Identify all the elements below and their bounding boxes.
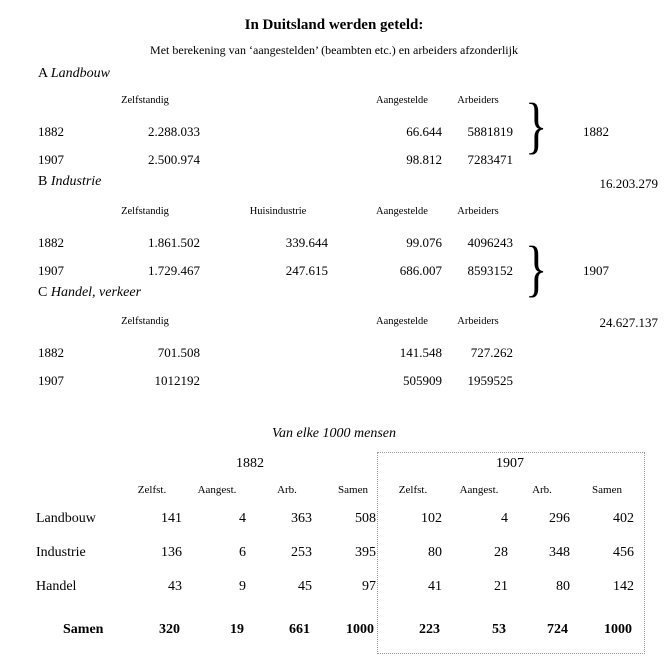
cell-b-1907-huisindustrie: 247.615 (285, 263, 328, 278)
row-label-landbouw: Landbouw (36, 511, 96, 526)
colhead-1907-zelfst: Zelfst. (398, 484, 428, 496)
colhead-b-zelfstandig: Zelfstandig (121, 206, 169, 217)
cell-landbouw-1882-samen: 508 (355, 511, 376, 526)
row-year-b-1907: 1907 (38, 263, 64, 278)
cell-handel-1882-samen: 97 (362, 579, 376, 594)
section-name-c: Handel, verkeer (50, 285, 142, 300)
page-title: In Duitsland werden geteld: (244, 17, 424, 33)
colhead-c-zelfstandig: Zelfstandig (121, 316, 169, 327)
row-year-c-1882: 1882 (38, 345, 64, 360)
cell-landbouw-1907-zelfst: 102 (421, 511, 442, 526)
row-year-a-1907: 1907 (38, 152, 64, 167)
section-letter-c: C (38, 285, 48, 300)
brace-label-1907: 1907 (583, 263, 609, 278)
total-row-label: Samen (63, 622, 104, 637)
cell-c-1907-aangestelde: 505909 (403, 373, 442, 388)
colhead-a-zelfstandig: Zelfstandig (121, 95, 169, 106)
section-heading-c (38, 285, 141, 301)
cell-industrie-1882-aangest: 6 (239, 545, 246, 560)
total-1907-aangest: 53 (492, 622, 506, 637)
cell-landbouw-1907-samen: 402 (613, 511, 634, 526)
total-1882-zelfst: 320 (159, 622, 180, 637)
cell-c-1882-zelfstandig: 701.508 (157, 345, 200, 360)
colhead-1882-arb: Arb. (277, 484, 297, 496)
cell-industrie-1907-arb: 348 (549, 545, 570, 560)
row-year-a-1882: 1882 (38, 124, 64, 139)
colhead-1882-samen: Samen (338, 484, 368, 496)
cell-handel-1907-zelfst: 41 (428, 579, 442, 594)
cell-landbouw-1907-arb: 296 (549, 511, 570, 526)
colhead-1907-aangest: Aangest. (459, 484, 499, 496)
section-letter-b: B (38, 174, 48, 189)
cell-a-1907-aangestelde: 98.812 (406, 152, 442, 167)
total-1907-zelfst: 223 (419, 622, 440, 637)
cell-b-1907-arbeiders: 8593152 (467, 263, 513, 278)
cell-industrie-1882-arb: 253 (291, 545, 312, 560)
cell-handel-1882-zelfst: 43 (168, 579, 182, 594)
colhead-1907-arb: Arb. (532, 484, 552, 496)
cell-industrie-1882-samen: 395 (355, 545, 376, 560)
cell-landbouw-1882-arb: 363 (291, 511, 312, 526)
colhead-b-huisindustrie: Huisindustrie (249, 206, 307, 217)
total-1907-arb: 724 (547, 622, 568, 637)
section-name-b: Industrie (50, 174, 102, 189)
cell-industrie-1907-zelfst: 80 (428, 545, 442, 560)
colhead-a-arbeiders: Arbeiders (457, 95, 499, 106)
cell-landbouw-1882-zelfst: 141 (161, 511, 182, 526)
cell-handel-1907-aangest: 21 (494, 579, 508, 594)
lower-table-title: Van elke 1000 mensen (271, 426, 397, 441)
group-year-1907: 1907 (496, 456, 524, 471)
cell-handel-1907-arb: 80 (556, 579, 570, 594)
cell-a-1882-zelfstandig: 2.288.033 (148, 124, 200, 139)
colhead-1907-samen: Samen (592, 484, 622, 496)
group-year-1882: 1882 (236, 456, 264, 471)
colhead-1882-aangest: Aangest. (197, 484, 237, 496)
grand-total-1907: 24.627.137 (599, 315, 658, 330)
cell-c-1882-arbeiders: 727.262 (470, 345, 513, 360)
cell-handel-1882-arb: 45 (298, 579, 312, 594)
curly-brace-icon-lower: } (525, 235, 548, 303)
cell-b-1907-aangestelde: 686.007 (399, 263, 442, 278)
cell-a-1907-zelfstandig: 2.500.974 (148, 152, 200, 167)
brace-label-1882: 1882 (583, 124, 609, 139)
total-1882-samen: 1000 (346, 622, 374, 637)
cell-landbouw-1907-aangest: 4 (501, 511, 508, 526)
row-year-c-1907: 1907 (38, 373, 64, 388)
cell-handel-1907-samen: 142 (613, 579, 634, 594)
cell-a-1882-arbeiders: 5881819 (467, 124, 513, 139)
total-1907-samen: 1000 (604, 622, 632, 637)
cell-landbouw-1882-aangest: 4 (239, 511, 246, 526)
cell-b-1882-aangestelde: 99.076 (406, 235, 442, 250)
cell-a-1907-arbeiders: 7283471 (467, 152, 513, 167)
total-1882-arb: 661 (289, 622, 310, 637)
curly-brace-icon-upper: } (525, 92, 548, 160)
section-heading-b (38, 174, 101, 190)
cell-industrie-1907-aangest: 28 (494, 545, 508, 560)
cell-c-1882-aangestelde: 141.548 (399, 345, 442, 360)
page-subtitle: Met berekening van ‘aangestelden’ (beambten etc.) en arbeiders afzonderlijk (150, 43, 518, 57)
colhead-a-aangestelde: Aangestelde (376, 95, 428, 106)
cell-b-1907-zelfstandig: 1.729.467 (148, 263, 200, 278)
cell-c-1907-arbeiders: 1959525 (467, 373, 513, 388)
colhead-b-arbeiders: Arbeiders (457, 206, 499, 217)
row-label-handel: Handel (36, 579, 77, 594)
row-year-b-1882: 1882 (38, 235, 64, 250)
cell-handel-1882-aangest: 9 (239, 579, 246, 594)
cell-industrie-1882-zelfst: 136 (161, 545, 182, 560)
colhead-c-aangestelde: Aangestelde (376, 316, 428, 327)
colhead-b-aangestelde: Aangestelde (376, 206, 428, 217)
colhead-c-arbeiders: Arbeiders (457, 316, 499, 327)
section-letter-a: A (38, 66, 48, 81)
cell-b-1882-huisindustrie: 339.644 (285, 235, 328, 250)
section-heading-a (38, 66, 110, 82)
cell-b-1882-zelfstandig: 1.861.502 (148, 235, 200, 250)
cell-industrie-1907-samen: 456 (613, 545, 634, 560)
cell-a-1882-aangestelde: 66.644 (406, 124, 442, 139)
cell-b-1882-arbeiders: 4096243 (467, 235, 513, 250)
total-1882-aangest: 19 (230, 622, 244, 637)
grand-total-1882: 16.203.279 (599, 176, 658, 191)
cell-c-1907-zelfstandig: 1012192 (154, 373, 200, 388)
colhead-1882-zelfst: Zelfst. (137, 484, 167, 496)
section-name-a: Landbouw (50, 66, 110, 81)
row-label-industrie: Industrie (36, 545, 86, 560)
